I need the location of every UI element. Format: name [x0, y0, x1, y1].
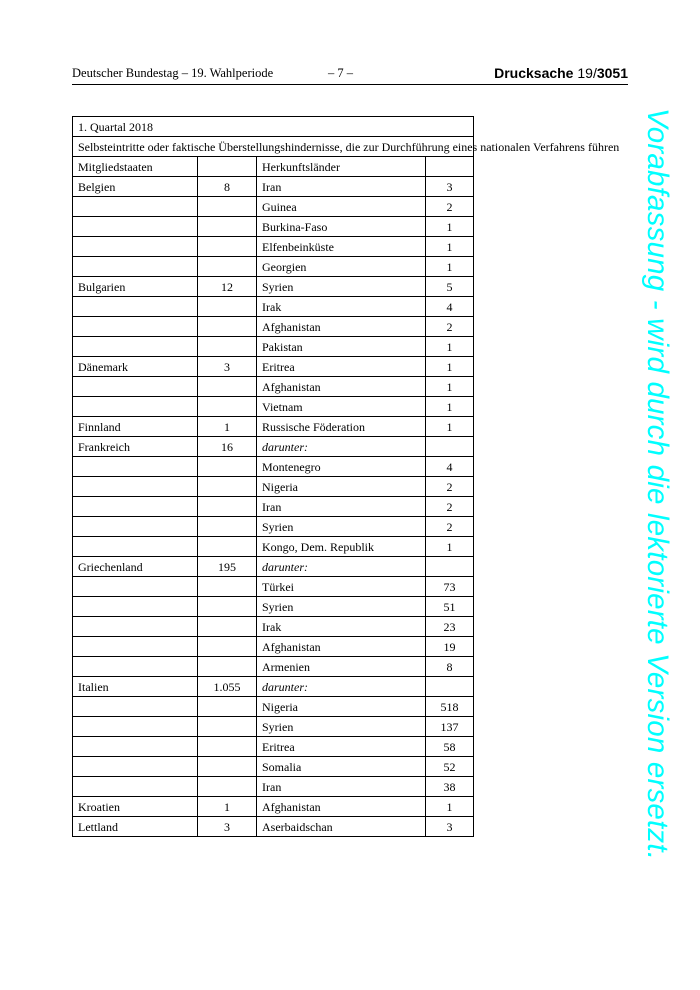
table-row: [73, 517, 474, 537]
origin-count-cell: 1: [426, 217, 474, 237]
table-description: Selbsteintritte oder faktische Überstellungshindernisse, die zur Durchführung eines nationalen Verfahrens führen: [73, 137, 474, 157]
watermark-text: Vorabfassung - wird durch die lektorierte Version ersetzt.: [641, 108, 674, 861]
origin-count-cell: 1: [426, 357, 474, 377]
origin-count-cell: [426, 437, 474, 457]
origin-count-cell: 51: [426, 597, 474, 617]
origin-country-cell: Iran: [257, 177, 426, 197]
member-state-cell: [73, 537, 198, 557]
origin-country-cell: Aserbaidschan: [257, 817, 426, 837]
origin-country-cell: Syrien: [257, 277, 426, 297]
origin-count-cell: 3: [426, 817, 474, 837]
table-title-row: [73, 117, 474, 137]
member-total-cell: [198, 537, 257, 557]
member-state-cell: [73, 517, 198, 537]
table-row: [73, 497, 474, 517]
member-state-cell: [73, 457, 198, 477]
member-total-cell: [198, 657, 257, 677]
table-row: [73, 277, 474, 297]
member-total-cell: [198, 217, 257, 237]
member-state-cell: Kroatien: [73, 797, 198, 817]
table-row: [73, 477, 474, 497]
origin-count-cell: 1: [426, 797, 474, 817]
origin-country-cell: Irak: [257, 297, 426, 317]
origin-country-cell: Iran: [257, 497, 426, 517]
member-total-cell: [198, 757, 257, 777]
table-row: [73, 737, 474, 757]
member-state-cell: [73, 777, 198, 797]
member-total-cell: 1: [198, 417, 257, 437]
member-total-cell: [198, 597, 257, 617]
transfer-table: [72, 116, 620, 837]
member-state-cell: [73, 377, 198, 397]
origin-country-cell: Eritrea: [257, 737, 426, 757]
origin-count-cell: 8: [426, 657, 474, 677]
table-row: [73, 777, 474, 797]
table-row: [73, 657, 474, 677]
origin-country-cell: Syrien: [257, 597, 426, 617]
origin-count-cell: 2: [426, 317, 474, 337]
member-state-cell: [73, 197, 198, 217]
table-row: [73, 257, 474, 277]
origin-country-cell: Eritrea: [257, 357, 426, 377]
table-row: [73, 557, 474, 577]
member-state-cell: Belgien: [73, 177, 198, 197]
origin-count-cell: 137: [426, 717, 474, 737]
member-total-cell: [198, 257, 257, 277]
table-row: [73, 677, 474, 697]
member-state-cell: [73, 337, 198, 357]
origin-country-cell: Burkina-Faso: [257, 217, 426, 237]
origin-country-cell: Nigeria: [257, 697, 426, 717]
member-state-cell: Finnland: [73, 417, 198, 437]
member-state-cell: [73, 317, 198, 337]
origin-count-cell: 19: [426, 637, 474, 657]
origin-country-cell: Elfenbeinküste: [257, 237, 426, 257]
member-state-cell: Lettland: [73, 817, 198, 837]
origin-count-cell: 4: [426, 457, 474, 477]
member-state-cell: Italien: [73, 677, 198, 697]
member-state-cell: [73, 217, 198, 237]
member-total-cell: 1: [198, 797, 257, 817]
member-state-cell: Bulgarien: [73, 277, 198, 297]
doc-number-prefix: 19/: [577, 65, 597, 81]
table-row: [73, 177, 474, 197]
member-state-cell: [73, 617, 198, 637]
member-state-cell: [73, 257, 198, 277]
origin-count-cell: 2: [426, 197, 474, 217]
col-member-states: Mitgliedstaaten: [73, 157, 198, 177]
origin-count-cell: 2: [426, 477, 474, 497]
member-state-cell: [73, 497, 198, 517]
table-row: [73, 717, 474, 737]
table-header-row: [73, 157, 474, 177]
origin-country-cell: darunter:: [257, 677, 426, 697]
member-total-cell: 3: [198, 817, 257, 837]
member-total-cell: [198, 617, 257, 637]
origin-count-cell: 1: [426, 377, 474, 397]
quarter-title: 1. Quartal 2018: [73, 117, 474, 137]
member-total-cell: [198, 777, 257, 797]
origin-country-cell: darunter:: [257, 557, 426, 577]
member-total-cell: [198, 457, 257, 477]
member-state-cell: [73, 637, 198, 657]
origin-count-cell: 1: [426, 397, 474, 417]
col-origin-countries: Herkunftsländer: [257, 157, 426, 177]
origin-country-cell: Türkei: [257, 577, 426, 597]
table-row: [73, 297, 474, 317]
origin-count-cell: [426, 557, 474, 577]
member-total-cell: [198, 577, 257, 597]
doc-label: Drucksache: [494, 65, 574, 81]
origin-country-cell: Somalia: [257, 757, 426, 777]
table-row: [73, 597, 474, 617]
member-total-cell: [198, 377, 257, 397]
member-total-cell: [198, 497, 257, 517]
table-row: [73, 577, 474, 597]
member-state-cell: [73, 297, 198, 317]
origin-country-cell: Afghanistan: [257, 797, 426, 817]
origin-country-cell: Montenegro: [257, 457, 426, 477]
col-origin-count: [426, 157, 474, 177]
member-state-cell: Griechenland: [73, 557, 198, 577]
table-row: [73, 417, 474, 437]
member-total-cell: 16: [198, 437, 257, 457]
origin-country-cell: Russische Föderation: [257, 417, 426, 437]
document-number: [494, 65, 628, 83]
member-state-cell: [73, 717, 198, 737]
draft-watermark: [640, 108, 674, 908]
member-state-cell: [73, 237, 198, 257]
member-state-cell: [73, 757, 198, 777]
member-total-cell: [198, 637, 257, 657]
origin-country-cell: Iran: [257, 777, 426, 797]
member-state-cell: [73, 397, 198, 417]
col-member-total: [198, 157, 257, 177]
member-total-cell: 195: [198, 557, 257, 577]
origin-country-cell: Afghanistan: [257, 317, 426, 337]
table-row: [73, 357, 474, 377]
origin-count-cell: 1: [426, 537, 474, 557]
table-row: [73, 537, 474, 557]
origin-count-cell: 1: [426, 417, 474, 437]
table-row: [73, 237, 474, 257]
header-rule: [72, 84, 628, 85]
origin-country-cell: Armenien: [257, 657, 426, 677]
origin-count-cell: 58: [426, 737, 474, 757]
origin-count-cell: 5: [426, 277, 474, 297]
origin-country-cell: Syrien: [257, 717, 426, 737]
member-total-cell: [198, 397, 257, 417]
origin-count-cell: [426, 677, 474, 697]
member-total-cell: [198, 317, 257, 337]
table-description-row: [73, 137, 474, 157]
origin-country-cell: Afghanistan: [257, 377, 426, 397]
origin-count-cell: 3: [426, 177, 474, 197]
table-row: [73, 337, 474, 357]
origin-count-cell: 23: [426, 617, 474, 637]
member-state-cell: Dänemark: [73, 357, 198, 377]
member-total-cell: 12: [198, 277, 257, 297]
origin-country-cell: Afghanistan: [257, 637, 426, 657]
table-row: [73, 617, 474, 637]
table-row: [73, 197, 474, 217]
origin-count-cell: 38: [426, 777, 474, 797]
member-total-cell: 3: [198, 357, 257, 377]
member-total-cell: [198, 337, 257, 357]
table-row: [73, 317, 474, 337]
member-total-cell: [198, 697, 257, 717]
member-total-cell: 1.055: [198, 677, 257, 697]
member-state-cell: [73, 597, 198, 617]
table-row: [73, 217, 474, 237]
member-total-cell: [198, 237, 257, 257]
origin-country-cell: Syrien: [257, 517, 426, 537]
table-row: [73, 457, 474, 477]
table-row: [73, 797, 474, 817]
origin-count-cell: 4: [426, 297, 474, 317]
origin-country-cell: darunter:: [257, 437, 426, 457]
origin-count-cell: 73: [426, 577, 474, 597]
page-number: – 7 –: [328, 66, 353, 80]
member-total-cell: [198, 717, 257, 737]
origin-count-cell: 2: [426, 517, 474, 537]
member-total-cell: [198, 477, 257, 497]
member-state-cell: [73, 477, 198, 497]
origin-count-cell: 1: [426, 237, 474, 257]
origin-country-cell: Guinea: [257, 197, 426, 217]
table-row: [73, 637, 474, 657]
origin-count-cell: 518: [426, 697, 474, 717]
origin-count-cell: 1: [426, 337, 474, 357]
origin-country-cell: Irak: [257, 617, 426, 637]
member-state-cell: Frankreich: [73, 437, 198, 457]
origin-count-cell: 1: [426, 257, 474, 277]
member-state-cell: [73, 577, 198, 597]
table-row: [73, 817, 474, 837]
origin-country-cell: Kongo, Dem. Republik: [257, 537, 426, 557]
member-total-cell: [198, 197, 257, 217]
table-row: [73, 437, 474, 457]
member-total-cell: [198, 517, 257, 537]
origin-count-cell: 52: [426, 757, 474, 777]
origin-country-cell: Georgien: [257, 257, 426, 277]
origin-count-cell: 2: [426, 497, 474, 517]
table-row: [73, 697, 474, 717]
table-row: [73, 757, 474, 777]
doc-number: 3051: [596, 65, 628, 81]
member-state-cell: [73, 657, 198, 677]
origin-country-cell: Vietnam: [257, 397, 426, 417]
header-left: Deutscher Bundestag – 19. Wahlperiode: [72, 66, 274, 80]
origin-country-cell: Nigeria: [257, 477, 426, 497]
member-total-cell: [198, 737, 257, 757]
member-state-cell: [73, 697, 198, 717]
member-total-cell: [198, 297, 257, 317]
member-total-cell: 8: [198, 177, 257, 197]
table-row: [73, 377, 474, 397]
origin-country-cell: Pakistan: [257, 337, 426, 357]
table-row: [73, 397, 474, 417]
member-state-cell: [73, 737, 198, 757]
